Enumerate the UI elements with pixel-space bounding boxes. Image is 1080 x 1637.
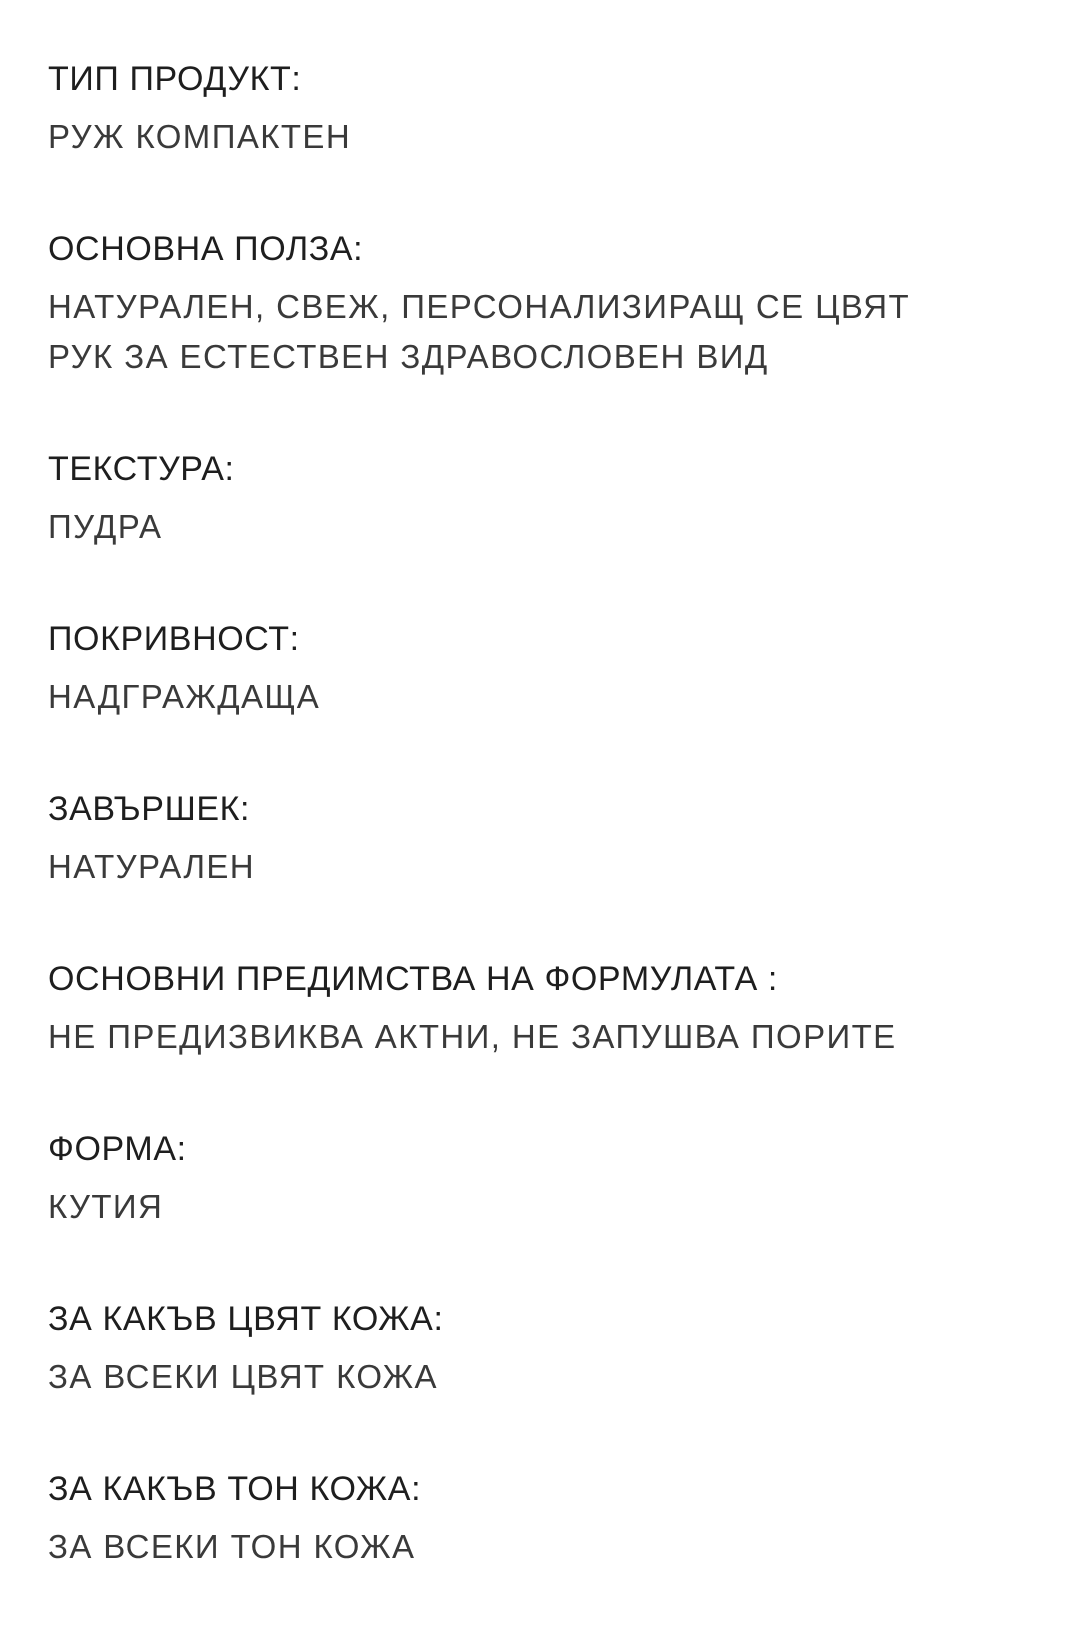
spec-label: ОСНОВНИ ПРЕДИМСТВА НА ФОРМУЛАТА : [48, 960, 778, 998]
spec-value [48, 1012, 1038, 1062]
spec-label: ТЕКСТУРА: [48, 450, 235, 488]
spec-value [48, 1352, 1038, 1402]
spec-value [48, 112, 1038, 162]
spec-texture [48, 447, 1038, 552]
spec-value-line: НАТУРАЛЕН, СВЕЖ, ПЕРСОНАЛИЗИРАЩ СЕ ЦВЯТ [48, 288, 911, 325]
product-spec-list [48, 57, 1038, 1637]
spec-value [48, 1522, 1038, 1572]
spec-label: ЗА КАКЪВ ЦВЯТ КОЖА: [48, 1300, 444, 1338]
spec-value [48, 502, 1038, 552]
spec-value [48, 282, 1038, 382]
spec-label: ЗА КАКЪВ ТОН КОЖА: [48, 1470, 422, 1508]
spec-value-line: РУЖ КОМПАКТЕН [48, 118, 352, 155]
spec-finish [48, 787, 1038, 892]
spec-label: ФОРМА: [48, 1130, 187, 1168]
spec-value-line: НАДГРАЖДАЩА [48, 678, 321, 715]
spec-value [48, 1182, 1038, 1232]
spec-label: ПОКРИВНОСТ: [48, 620, 300, 658]
spec-skin-tone [48, 1467, 1038, 1572]
spec-label: ЗАВЪРШЕК: [48, 790, 251, 828]
spec-main-benefit [48, 227, 1038, 382]
spec-formula-benefits [48, 957, 1038, 1062]
spec-value-line: РУК ЗА ЕСТЕСТВЕН ЗДРАВОСЛОВЕН ВИД [48, 338, 769, 375]
spec-label: ОСНОВНА ПОЛЗА: [48, 230, 364, 268]
spec-coverage [48, 617, 1038, 722]
spec-value-line: ЗА ВСЕКИ ТОН КОЖА [48, 1528, 416, 1565]
spec-value-line: НАТУРАЛЕН [48, 848, 256, 885]
spec-product-type [48, 57, 1038, 162]
spec-value-line: ПУДРА [48, 508, 163, 545]
spec-value-line: КУТИЯ [48, 1188, 164, 1225]
spec-label: ТИП ПРОДУКТ: [48, 60, 302, 98]
spec-skin-color [48, 1297, 1038, 1402]
spec-value-line: НЕ ПРЕДИЗВИКВА АКТНИ, НЕ ЗАПУШВА ПОРИТЕ [48, 1018, 897, 1055]
spec-value [48, 842, 1038, 892]
spec-value [48, 672, 1038, 722]
spec-form [48, 1127, 1038, 1232]
spec-value-line: ЗА ВСЕКИ ЦВЯТ КОЖА [48, 1358, 438, 1395]
